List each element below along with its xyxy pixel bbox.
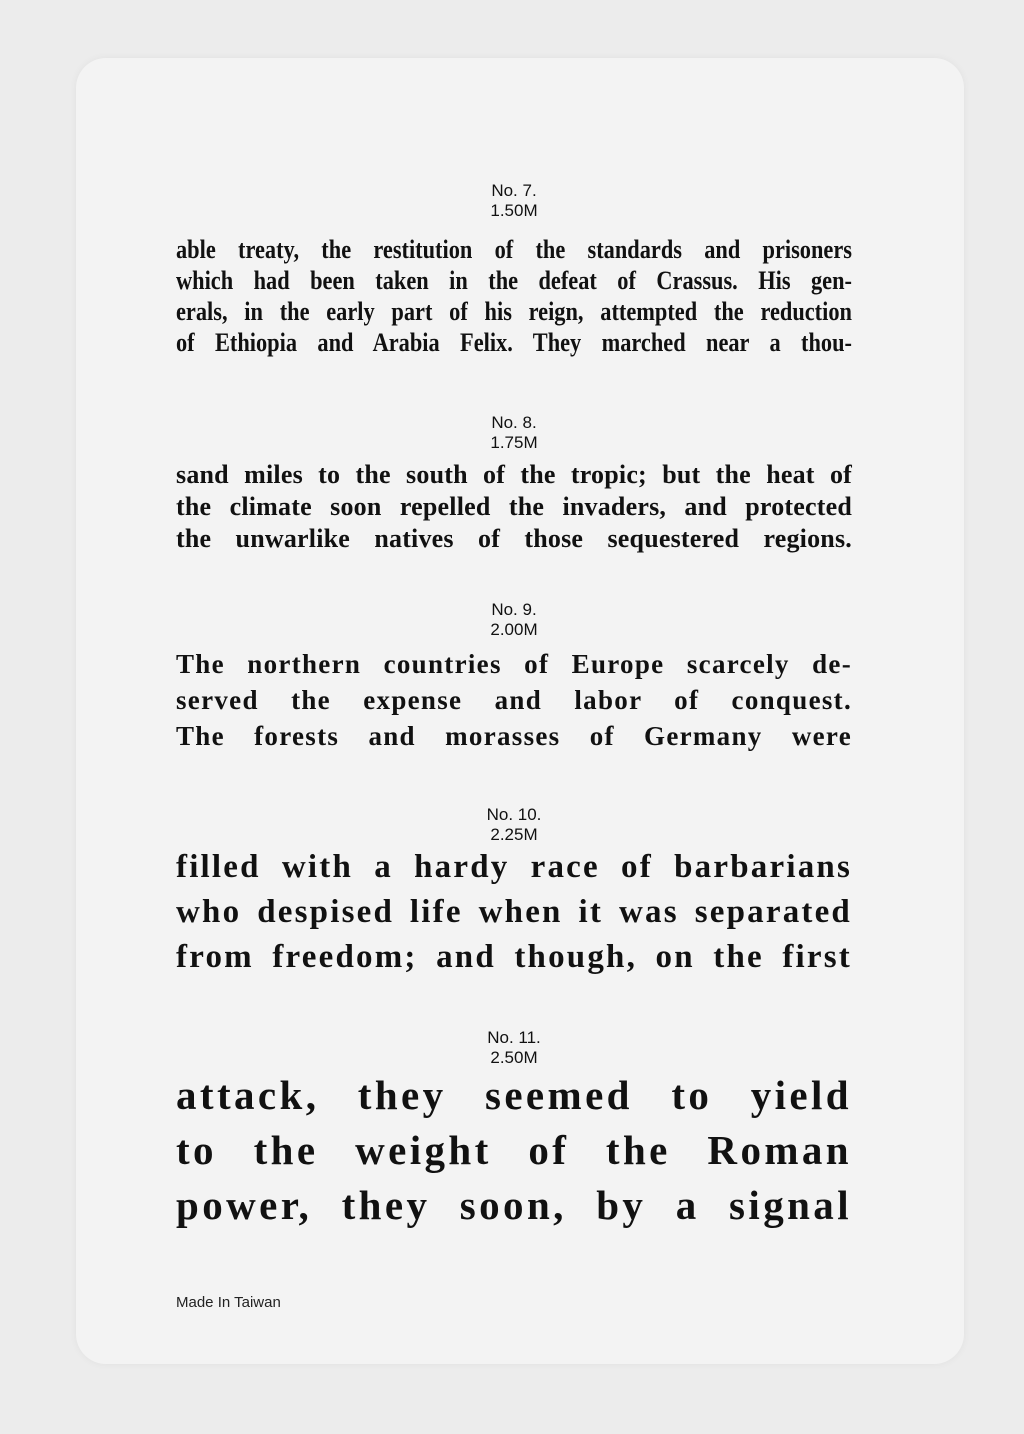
text-line: served the expense and labor of conquest. bbox=[176, 685, 852, 715]
text-size: 2.25M bbox=[490, 825, 538, 844]
text-line: which had been taken in the defeat of Crassus. His gen- bbox=[176, 266, 852, 295]
text-line: attack, they seemed to yield bbox=[176, 1072, 852, 1118]
text-line: the climate soon repelled the invaders, and protected bbox=[176, 492, 852, 521]
text-size: 2.00M bbox=[490, 620, 538, 639]
text-line: from freedom; and though, on the first bbox=[176, 939, 852, 975]
section-label bbox=[176, 413, 852, 453]
section-label bbox=[176, 600, 852, 640]
section-number: No. 10. bbox=[486, 805, 542, 824]
text-line: to the weight of the Roman bbox=[176, 1127, 852, 1173]
paragraph-no-9 bbox=[176, 646, 852, 754]
section-number: No. 9. bbox=[491, 600, 537, 619]
text-line: the unwarlike natives of those sequestered regions. bbox=[176, 524, 852, 553]
text-line: The forests and morasses of Germany were bbox=[176, 721, 852, 751]
text-line: of Ethiopia and Arabia Felix. They marched near a thou- bbox=[176, 328, 852, 357]
text-line: filled with a hardy race of barbarians bbox=[176, 849, 852, 885]
section-number: No. 7. bbox=[491, 181, 537, 200]
section-label bbox=[176, 181, 852, 221]
paragraph-no-8 bbox=[176, 459, 852, 555]
text-line: who despised life when it was separated bbox=[176, 894, 852, 930]
text-size: 1.50M bbox=[490, 201, 538, 220]
section-label bbox=[176, 805, 852, 845]
text-line: power, they soon, by a signal bbox=[176, 1182, 852, 1228]
paragraph-no-7 bbox=[176, 234, 852, 358]
text-size: 2.50M bbox=[490, 1048, 538, 1067]
text-line: sand miles to the south of the tropic; but the heat of bbox=[176, 460, 852, 489]
section-number: No. 11. bbox=[487, 1028, 541, 1047]
text-line: erals, in the early part of his reign, attempted the reduction bbox=[176, 297, 852, 326]
paragraph-no-11 bbox=[176, 1068, 852, 1233]
section-label bbox=[176, 1028, 852, 1068]
paragraph-no-10 bbox=[176, 845, 852, 980]
section-number: No. 8. bbox=[491, 413, 537, 432]
text-line: able treaty, the restitution of the standards and prisoners bbox=[176, 235, 852, 264]
text-size: 1.75M bbox=[490, 433, 538, 452]
text-line: The northern countries of Europe scarcely de- bbox=[176, 649, 852, 679]
footer-origin: Made In Taiwan bbox=[176, 1294, 281, 1311]
